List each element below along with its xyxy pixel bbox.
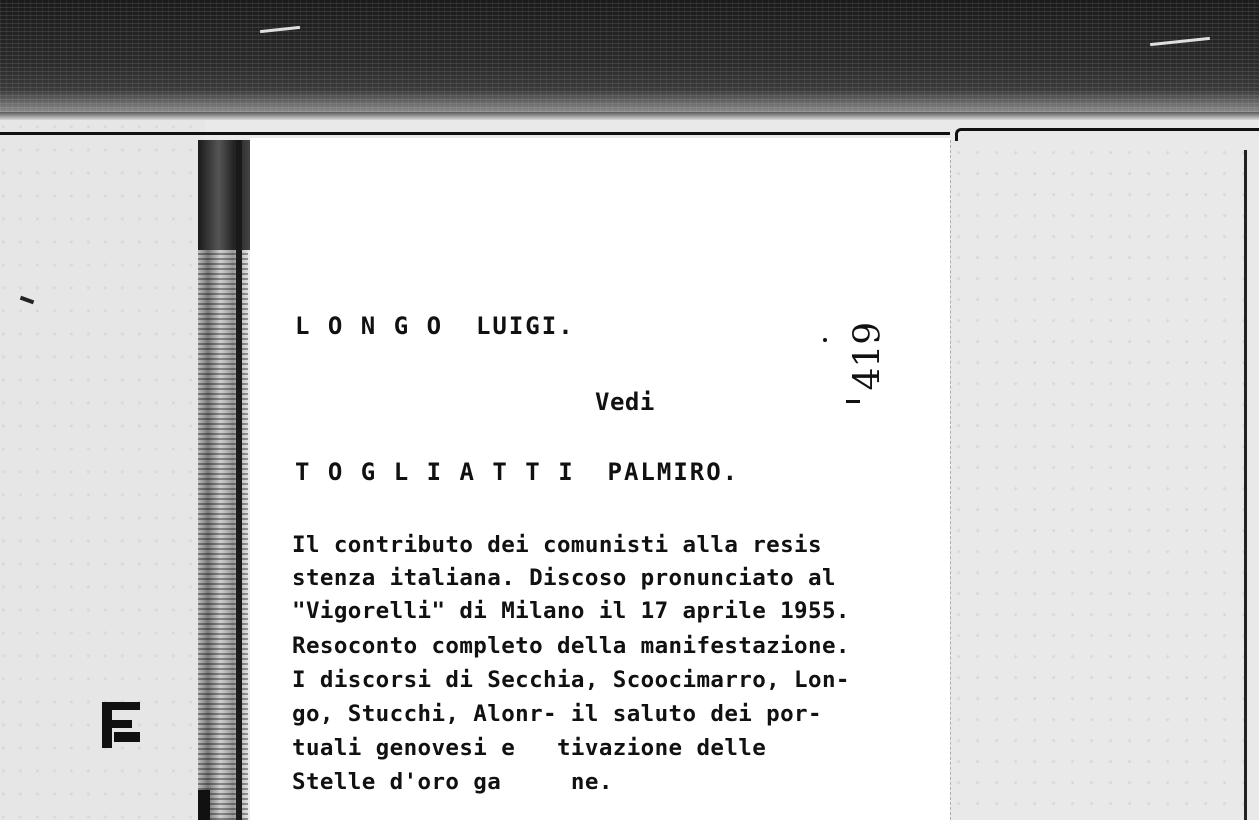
body-line: I discorsi di Secchia, Scoocimarro, Lon- xyxy=(292,667,850,693)
see-reference-label: Vedi xyxy=(595,388,655,416)
stamp-underline xyxy=(846,400,860,403)
card-top-rule-right xyxy=(955,128,1259,141)
body-line: tuali genovesi e tivazione delle xyxy=(292,735,767,761)
body-line: stenza italiana. Discoso pronunciato al xyxy=(292,565,836,591)
card-heading-name: L O N G O LUIGI. xyxy=(295,312,575,340)
body-line: Stelle d'oro ga ne. xyxy=(292,769,613,795)
body-line: go, Stucchi, Alonr- il saluto dei por- xyxy=(292,701,822,727)
ink-dot xyxy=(823,338,827,342)
sheet-number-stamp: 419 xyxy=(847,321,889,391)
binding-clip xyxy=(198,140,250,250)
right-background xyxy=(950,140,1259,820)
body-line: Resoconto completo della manifestazione. xyxy=(292,633,850,659)
scan-dark-border xyxy=(0,0,1259,112)
card-heading-author: T O G L I A T T I PALMIRO. xyxy=(295,458,740,486)
body-line: "Vigorelli" di Milano il 17 aprile 1955. xyxy=(292,598,850,624)
body-line: Il contributo dei comunisti alla resis xyxy=(292,532,822,558)
card-top-rule xyxy=(0,132,950,135)
binding-edge xyxy=(236,140,242,820)
margin-mark xyxy=(198,790,210,820)
right-frame-line xyxy=(1244,150,1247,820)
margin-symbol-icon xyxy=(98,696,144,752)
scan-edge xyxy=(0,112,1259,120)
